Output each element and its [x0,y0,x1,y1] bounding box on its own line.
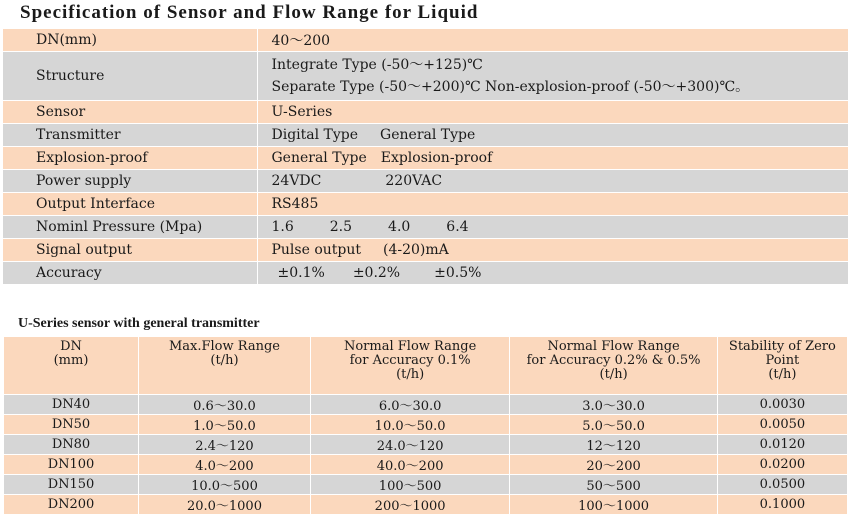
spec-key: Sensor [3,101,257,124]
cell-zero: 0.0030 [717,395,847,415]
spec-key: Accuracy [3,262,257,285]
spec-value: Digital Type General Type [257,124,848,147]
flow-table [3,336,848,515]
cell-zero: 0.1000 [717,495,847,515]
flow-title: U-Series sensor with general transmitter [18,316,260,331]
cell-zero: 0.0120 [717,435,847,455]
cell-flow-02: 5.0～50.0 [510,415,717,435]
spec-row-dn [3,29,848,52]
cell-zero: 0.0050 [717,415,847,435]
table-row [4,395,848,415]
spec-value: 1.6 2.5 4.0 6.4 [257,216,848,239]
cell-flow-02: 3.0～30.0 [510,395,717,415]
spec-key: Nominl Pressure (Mpa) [3,216,257,239]
cell-zero: 0.0500 [717,475,847,495]
cell-max-flow: 10.0～500 [139,475,311,495]
spec-value: General Type Explosion-proof [257,147,848,170]
spec-row-signal [3,239,848,262]
spec-value: ±0.1% ±0.2% ±0.5% [257,262,848,285]
spec-table [3,28,848,285]
spec-value: U-Series [257,101,848,124]
header-max-flow: Max.Flow Range (t/h) [139,337,311,395]
cell-dn: DN150 [4,475,139,495]
cell-flow-01: 200～1000 [310,495,510,515]
cell-dn: DN80 [4,435,139,455]
table-row [4,455,848,475]
spec-key: DN(mm) [3,29,257,52]
spec-key: Power supply [3,170,257,193]
spec-value: Pulse output (4-20)mA [257,239,848,262]
spec-row-pressure [3,216,848,239]
header-flow-accuracy-01: Normal Flow Range for Accuracy 0.1% (t/h) [310,337,510,395]
spec-value: RS485 [257,193,848,216]
cell-flow-01: 10.0～50.0 [310,415,510,435]
cell-flow-02: 20～200 [510,455,717,475]
cell-max-flow: 20.0～1000 [139,495,311,515]
table-row [4,435,848,455]
cell-flow-01: 24.0～120 [310,435,510,455]
cell-flow-02: 100～1000 [510,495,717,515]
cell-flow-02: 50～500 [510,475,717,495]
cell-max-flow: 4.0～200 [139,455,311,475]
cell-max-flow: 1.0～50.0 [139,415,311,435]
cell-flow-01: 40.0～200 [310,455,510,475]
table-row [4,495,848,515]
spec-row-power [3,170,848,193]
cell-dn: DN100 [4,455,139,475]
spec-key: Signal output [3,239,257,262]
spec-row-explosion [3,147,848,170]
spec-row-accuracy [3,262,848,285]
spec-key: Explosion-proof [3,147,257,170]
cell-max-flow: 0.6～30.0 [139,395,311,415]
cell-flow-01: 100～500 [310,475,510,495]
spec-value: 40～200 [257,29,848,52]
header-zero-stability: Stability of Zero Point (t/h) [717,337,847,395]
header-flow-accuracy-02-05: Normal Flow Range for Accuracy 0.2% & 0.5% (t/h) [510,337,717,395]
cell-max-flow: 2.4～120 [139,435,311,455]
cell-zero: 0.0200 [717,455,847,475]
spec-row-sensor [3,101,848,124]
spec-title: Specification of Sensor and Flow Range for Liquid [20,2,479,23]
spec-key: Structure [3,52,257,101]
spec-value: 24VDC 220VAC [257,170,848,193]
spec-row-structure [3,52,848,101]
cell-flow-02: 12～120 [510,435,717,455]
cell-flow-01: 6.0～30.0 [310,395,510,415]
spec-row-output-interface [3,193,848,216]
cell-dn: DN200 [4,495,139,515]
spec-value: Integrate Type (-50～+125)℃ Separate Type (-50～+200)℃ Non-explosion-proof (-50～+300)℃。 [257,52,848,101]
spec-key: Output Interface [3,193,257,216]
flow-header-row [4,337,848,395]
table-row [4,475,848,495]
cell-dn: DN40 [4,395,139,415]
table-row [4,415,848,435]
spec-key: Transmitter [3,124,257,147]
spec-row-transmitter [3,124,848,147]
header-dn: DN (mm) [4,337,139,395]
cell-dn: DN50 [4,415,139,435]
